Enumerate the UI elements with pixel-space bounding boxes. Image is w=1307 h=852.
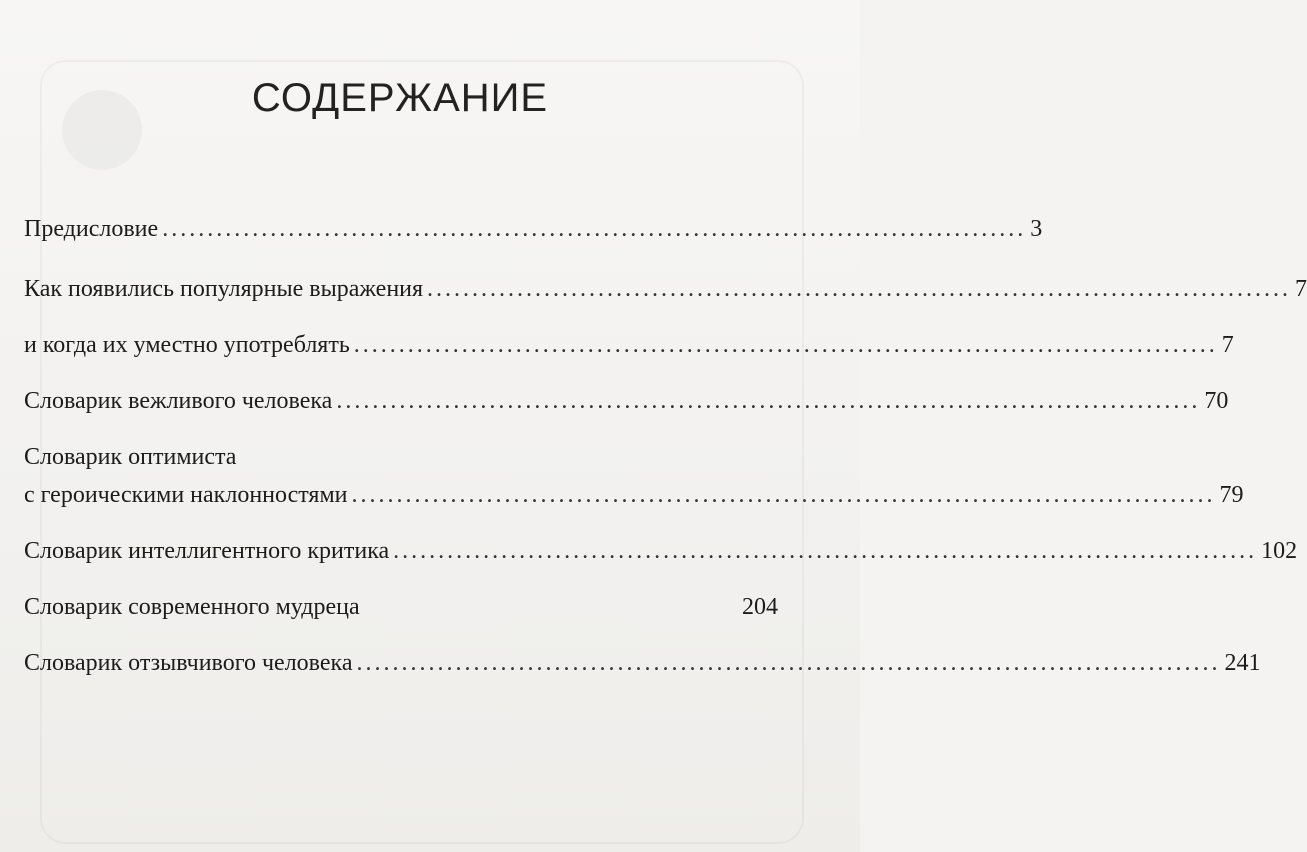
toc-entry — [24, 330, 1234, 360]
leader-dots: ................................................................................................ — [427, 276, 1292, 302]
toc-entry-page: 7 — [1295, 276, 1307, 302]
toc-entry — [24, 386, 1229, 416]
leader-dots: ................................................................................................ — [356, 650, 1221, 676]
leader-dots: ................................................................................................ — [162, 216, 1027, 242]
toc-entry — [24, 592, 778, 622]
toc-entry — [24, 274, 1307, 304]
toc-entry — [24, 442, 778, 472]
toc-entry-title: Словарик оптимиста — [24, 444, 237, 470]
leader-dots: ................................................................................................ — [351, 482, 1216, 508]
toc-entry-page: 102 — [1261, 538, 1298, 564]
toc-entry-page: 7 — [1221, 332, 1234, 358]
toc-entry-title: Словарик отзывчивого человека — [24, 650, 353, 676]
leader-dots: ................................................................................................ — [336, 388, 1201, 414]
toc-entry-page: 3 — [1030, 216, 1043, 242]
leader-dots: ................................................................................................ — [393, 538, 1258, 564]
toc-entry — [24, 480, 1244, 510]
contents-heading: СОДЕРЖАНИЕ — [251, 76, 549, 120]
toc-entry-page: 70 — [1204, 388, 1229, 414]
toc-entry — [24, 214, 1043, 244]
toc-entry-title: Словарик интеллигентного критика — [24, 538, 390, 564]
toc-entry-page: 79 — [1219, 482, 1244, 508]
toc-entry-title: и когда их уместно употреблять — [24, 332, 350, 358]
toc-entry-title: Предисловие — [24, 216, 159, 242]
leader-dots: ................................................................................................ — [353, 332, 1218, 358]
toc-entry — [24, 648, 1261, 678]
toc-entry-title: Словарик вежливого человека — [24, 388, 333, 414]
toc-entry-title: с героическими наклонностями — [24, 482, 348, 508]
toc-entry-title: Словарик современного мудреца — [24, 594, 360, 620]
toc-entry-title: Как появились популярные выражения — [24, 276, 424, 302]
toc-entry-page: 204 — [742, 594, 778, 620]
toc-entry-page: 241 — [1224, 650, 1261, 676]
toc-entry — [24, 536, 1298, 566]
